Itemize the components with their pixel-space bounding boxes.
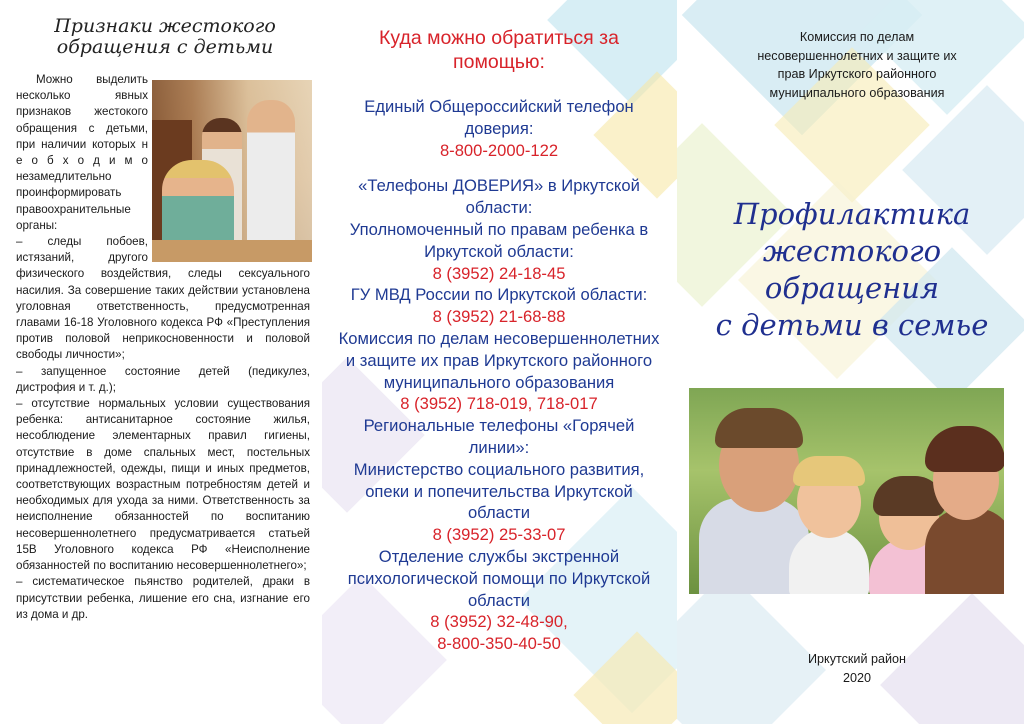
contact-phone: 8 (3952) 25-33-07 [432, 525, 566, 545]
left-panel-title: Признаки жестокого обращения с детьми [54, 15, 276, 58]
contact-phone: 8-800-2000-122 [439, 140, 559, 160]
contact-name: «Телефоны ДОВЕРИЯ» в Иркутской области: [358, 176, 640, 218]
contact-phone: 8 (3952) 32-48-90, [430, 612, 568, 632]
contact-name: Единый Общероссийский телефон доверия: [364, 97, 634, 138]
help-contacts [336, 96, 662, 655]
right-panel [677, 0, 1024, 724]
list-item: – следы побоев, истязаний, другого физического воздействия, следы сексуального насилия. За совершение таких действии установлена уголовная ответственность, предусмотренная главами 16-18 Уголовного кодекса РФ «Преступления против половой неприкосновенности и половой свободы личности»; [16, 235, 310, 362]
signs-text [16, 72, 310, 623]
left-panel [0, 0, 322, 724]
list-item: – систематическое пьянство родителей, драки в присутствии ребенка, лишение его сна, изгнание его из дома и др. [16, 575, 310, 621]
happy-family-photo [689, 388, 1004, 594]
list-item: – запущенное состояние детей (педикулез, дистрофия и т. д.); [16, 364, 310, 394]
contact-name: Уполномоченный по правам ребенка в Иркутской области: [349, 219, 649, 261]
contact-phone: 8 (3952) 21-68-88 [432, 307, 566, 327]
contact-name: ГУ МВД России по Иркутской области: [350, 285, 648, 305]
middle-panel [322, 0, 677, 724]
contact-name: Отделение службы экстренной психологической помощи по Иркутской области [347, 546, 651, 610]
contact-name: Региональные телефоны «Горячей линии»: [363, 416, 635, 457]
organization-name: Комиссия по делам несовершеннолетних и защите их прав Иркутского районного муниципального образования [757, 30, 957, 100]
brochure-title: Профилактика жестокого обращения с детьми в семье [715, 197, 989, 342]
contact-phone: 8-800-350-40-50 [437, 634, 561, 654]
contact-phone: 8 (3952) 24-18-45 [432, 263, 566, 283]
help-heading: Куда можно обратиться за помощью: [379, 27, 619, 73]
intro-paragraph: Можно выделить несколько явных признаков жестокого обращения с детьми, при наличии которых н е о б х о д и м о незамедлительно проинформировать правоохранительные органы: [16, 73, 148, 232]
contact-name: Комиссия по делам несовершеннолетних и защите их прав Иркутского районного муниципального образования [338, 328, 660, 392]
brochure-footer: Иркутский район 2020 [807, 652, 906, 685]
contact-phone: 8 (3952) 718-019, 718-017 [400, 394, 598, 414]
list-item: – отсутствие нормальных условии существования ребенка: антисанитарное состояние жилья, несоблюдение элементарных правил гигиены, отсутствие в доме спальных мест, постельных принадлежностей, одежды, пищи и иных предметов, соответствующих возрастным потребностям детей и необходимых для ухода за ними. Ответственность за неисполнение обязанностей по воспитанию несовершеннолетнего предусматривается статьей 15В Уголовного кодекса РФ «Неисполнение обязанностей по воспитанию несовершеннолетнего»; [16, 397, 310, 573]
contact-name: Министерство социального развития, опеки и попечительства Иркутской области [353, 459, 645, 523]
